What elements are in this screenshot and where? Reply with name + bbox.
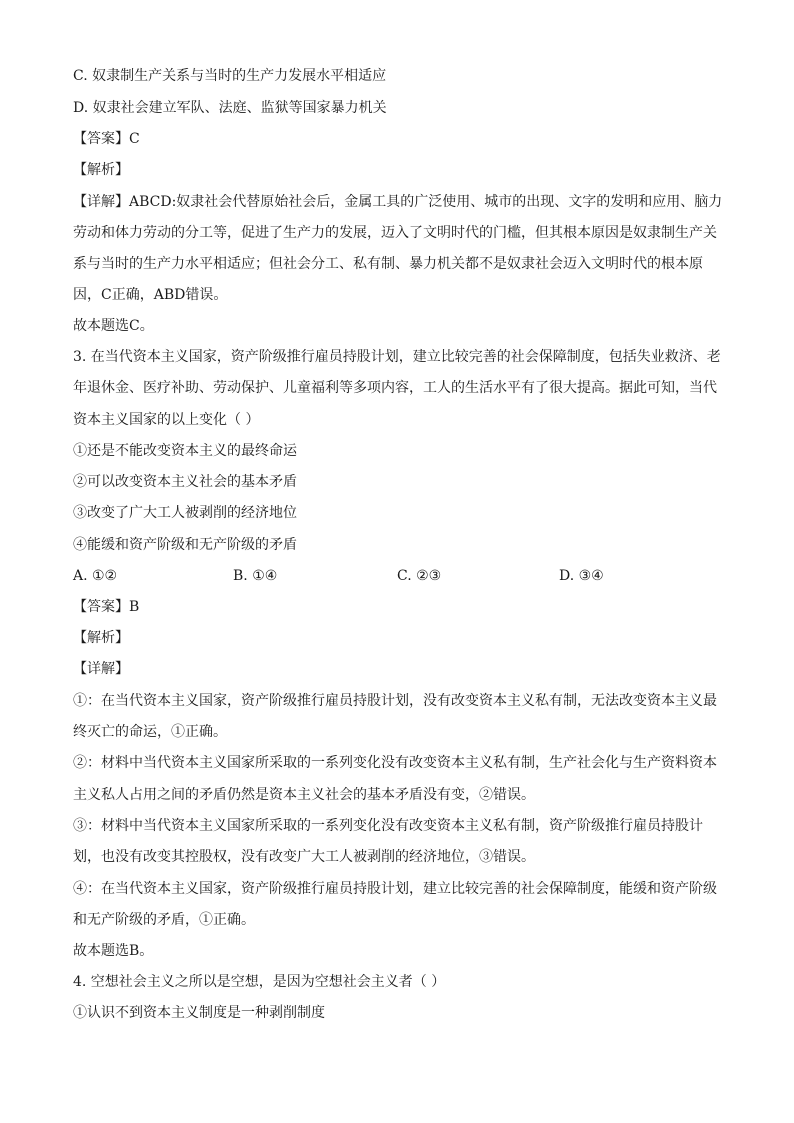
explanation-line: 系与当时的生产力水平相适应；但社会分工、私有制、暴力机关都不是奴隶社会迈入文明时代的根本原	[73, 256, 703, 272]
explanation-line: ④：在当代资本主义国家，资产阶级推行雇员持股计划，建立比较完善的社会保障制度，能缓和资产阶级	[73, 881, 717, 897]
explanation-line: 终灭亡的命运，①正确。	[73, 724, 227, 740]
explanation-line: 主义私人占用之间的矛盾仍然是资本主义社会的基本矛盾没有变，②错误。	[73, 787, 535, 803]
option-c: C. ②③	[397, 568, 442, 584]
option-c-q2: C. 奴隶制生产关系与当时的生产力发展水平相适应	[73, 68, 387, 84]
question-4-stem: 4. 空想社会主义之所以是空想，是因为空想社会主义者（ ）	[73, 974, 446, 990]
option-d-q2: D. 奴隶社会建立军队、法庭、监狱等国家暴力机关	[73, 100, 387, 116]
option-a: A. ①②	[73, 568, 118, 584]
option-b: B. ①④	[233, 568, 278, 584]
explanation-line: 划，也没有改变其控股权，没有改变广大工人被剥削的经济地位，③错误。	[73, 849, 535, 865]
statement-item: ③改变了广大工人被剥削的经济地位	[73, 505, 297, 521]
analysis-heading-q2: 【解析】	[73, 162, 129, 178]
explanation-line: ③：材料中当代资本主义国家所采取的一系列变化没有改变资本主义私有制，资产阶级推行雇员持股计	[73, 818, 703, 834]
statement-item: ①还是不能改变资本主义的最终命运	[73, 443, 297, 459]
statement-item: ④能缓和资产阶级和无产阶级的矛盾	[73, 537, 297, 553]
conclusion-q3: 故本题选B。	[73, 943, 154, 959]
explanation-line: 因，C正确，ABD错误。	[73, 287, 228, 303]
answer-q2: 【答案】C	[73, 131, 140, 147]
detail-heading-q3: 【详解】	[73, 661, 129, 677]
statement-item: ①认识不到资本主义制度是一种剥削制度	[73, 1005, 325, 1021]
question-3-stem: 年退休金、医疗补助、劳动保护、儿童福利等多项内容，工人的生活水平有了很大提高。据此可知，当代	[73, 380, 717, 396]
explanation-line: 【详解】ABCD:奴隶社会代替原始社会后，金属工具的广泛使用、城市的出现、文字的发明和应用、脑力	[73, 194, 723, 210]
question-3-stem: 资本主义国家的以上变化（ ）	[73, 412, 260, 428]
explanation-line: ②：材料中当代资本主义国家所采取的一系列变化没有改变资本主义私有制，生产社会化与生产资料资本	[73, 755, 717, 771]
answer-q3: 【答案】B	[73, 599, 140, 615]
explanation-line: 和无产阶级的矛盾，①正确。	[73, 912, 255, 928]
option-d: D. ③④	[559, 568, 604, 584]
explanation-line: 劳动和体力劳动的分工等，促进了生产力的发展，迈入了文明时代的门槛，但其根本原因是奴隶制生产关	[73, 225, 717, 241]
options-row-q3	[73, 566, 723, 586]
question-3-stem: 3. 在当代资本主义国家，资产阶级推行雇员持股计划，建立比较完善的社会保障制度，包括失业救济、老	[73, 349, 721, 365]
explanation-line: ①：在当代资本主义国家，资产阶级推行雇员持股计划，没有改变资本主义私有制，无法改变资本主义最	[73, 693, 717, 709]
conclusion-q2: 故本题选C。	[73, 318, 154, 334]
statement-item: ②可以改变资本主义社会的基本矛盾	[73, 474, 297, 490]
analysis-heading-q3: 【解析】	[73, 630, 129, 646]
